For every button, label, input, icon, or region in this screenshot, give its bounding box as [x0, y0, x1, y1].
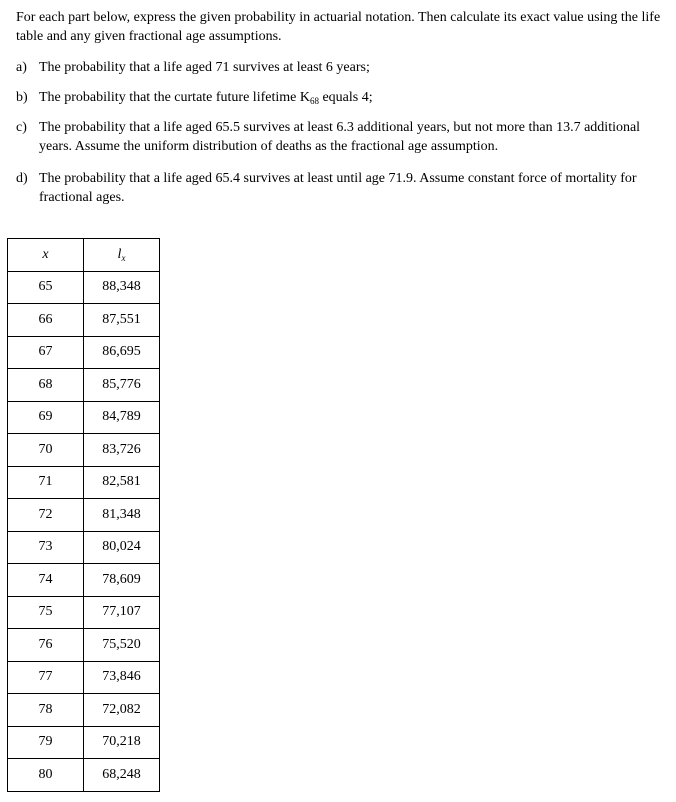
age-cell: 70 [8, 434, 84, 467]
table-row [8, 531, 160, 564]
age-cell: 77 [8, 661, 84, 694]
table-row [8, 336, 160, 369]
part-b-text [39, 88, 666, 108]
table-row [8, 759, 160, 792]
part-c-text: The probability that a life aged 65.5 survives at least 6.3 additional years, but not more than 13.7 additional years. Assume the uniform distribution of deaths as the fractional age assumption. [39, 120, 641, 154]
lx-cell: 80,024 [84, 531, 160, 564]
table-row [8, 401, 160, 434]
part-c [16, 118, 666, 156]
part-b-letter: b) [16, 90, 28, 105]
lx-cell: 83,726 [84, 434, 160, 467]
age-cell: 66 [8, 304, 84, 337]
part-a-text: The probability that a life aged 71 survives at least 6 years; [39, 60, 370, 75]
lx-cell: 87,551 [84, 304, 160, 337]
part-d-text: The probability that a life aged 65.4 survives at least until age 71.9. Assume constant force of mortality for fractional ages. [39, 171, 637, 205]
header-l: l [117, 246, 122, 262]
part-a-letter: a) [16, 60, 27, 75]
part-d-letter: d) [16, 171, 28, 186]
lx-cell: 86,695 [84, 336, 160, 369]
lx-cell: 77,107 [84, 596, 160, 629]
age-cell: 69 [8, 401, 84, 434]
table-row [8, 596, 160, 629]
table-row [8, 304, 160, 337]
lx-cell: 78,609 [84, 564, 160, 597]
lx-cell: 73,846 [84, 661, 160, 694]
age-cell: 72 [8, 499, 84, 532]
intro-paragraph: For each part below, express the given probability in actuarial notation. Then calculate its exact value using the life table and any given fractional age assumptions. [16, 10, 661, 44]
lx-cell: 72,082 [84, 694, 160, 727]
table-row [8, 369, 160, 402]
age-cell: 67 [8, 336, 84, 369]
lx-cell: 84,789 [84, 401, 160, 434]
part-b-subscript: 68 [309, 96, 319, 106]
table-row [8, 694, 160, 727]
age-cell: 75 [8, 596, 84, 629]
age-cell: 65 [8, 271, 84, 304]
lx-cell: 85,776 [84, 369, 160, 402]
age-cell: 73 [8, 531, 84, 564]
lx-cell: 75,520 [84, 629, 160, 662]
age-cell: 78 [8, 694, 84, 727]
lx-cell: 82,581 [84, 466, 160, 499]
age-cell: 74 [8, 564, 84, 597]
age-cell: 71 [8, 466, 84, 499]
age-cell: 76 [8, 629, 84, 662]
life-table [7, 238, 160, 792]
part-d [16, 169, 666, 207]
age-cell: 80 [8, 759, 84, 792]
part-b-text-after: equals 4; [318, 90, 373, 105]
age-cell: 79 [8, 726, 84, 759]
age-cell: 68 [8, 369, 84, 402]
table-row [8, 629, 160, 662]
table-row [8, 564, 160, 597]
lx-cell: 70,218 [84, 726, 160, 759]
header-x: x [8, 239, 84, 272]
table-row [8, 434, 160, 467]
part-c-letter: c) [16, 120, 27, 135]
table-row [8, 499, 160, 532]
header-l-sub: x [121, 252, 126, 263]
lx-cell: 88,348 [84, 271, 160, 304]
part-b-text-before: The probability that the curtate future lifetime K [39, 90, 310, 105]
part-b [16, 88, 666, 108]
table-row [8, 661, 160, 694]
lx-cell: 81,348 [84, 499, 160, 532]
part-a [16, 58, 666, 77]
table-row [8, 466, 160, 499]
lx-cell: 68,248 [84, 759, 160, 792]
table-row [8, 271, 160, 304]
header-lx [84, 239, 160, 272]
table-row [8, 726, 160, 759]
life-table-header-row [8, 239, 160, 272]
